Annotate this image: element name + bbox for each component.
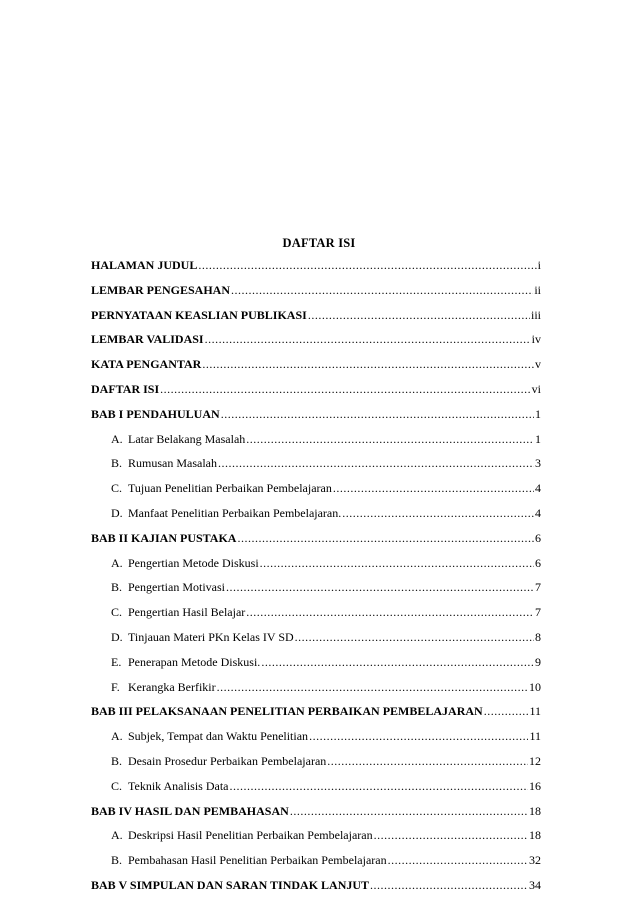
toc-entry-prefix: A. [111, 729, 123, 744]
dot-leader [388, 853, 528, 868]
toc-entry-prefix: D. [111, 629, 123, 644]
toc-entry-label [91, 704, 483, 719]
toc-entry-text: Pengertian Motivasi [128, 580, 225, 595]
page-title: DAFTAR ISI [282, 236, 356, 250]
dot-leader [370, 878, 528, 893]
toc-chapter-entry [91, 332, 541, 357]
toc-entry-label [91, 531, 236, 546]
dot-leader [260, 556, 534, 571]
toc-entry-text: Latar Belakang Masalah [128, 431, 246, 446]
toc-entry-prefix: A. [111, 555, 123, 570]
toc-entry-label [91, 407, 220, 422]
toc-entry-label [111, 680, 216, 695]
dot-leader [290, 804, 528, 819]
toc-entry-text: BAB V SIMPULAN DAN SARAN TINDAK LANJUT [91, 877, 370, 892]
dot-leader [217, 680, 528, 695]
toc-entry-text: Tujuan Penelitian Perbaikan Pembelajaran [128, 481, 332, 496]
toc-page-number: 8 [535, 629, 541, 644]
toc-page-number: 34 [529, 877, 541, 892]
toc-page-number: 18 [529, 803, 541, 818]
toc-page-number: 32 [529, 853, 541, 868]
toc-page-number: v [535, 357, 541, 372]
dot-leader [342, 506, 534, 521]
toc-entry-text: LEMBAR VALIDASI [91, 332, 204, 347]
dot-leader [374, 828, 528, 843]
toc-section-entry [91, 580, 541, 605]
toc-entry-prefix: C. [111, 481, 123, 496]
dot-leader [231, 283, 533, 298]
toc-entry-prefix: D. [111, 505, 123, 520]
toc-page-number: 6 [535, 555, 541, 570]
dot-leader [246, 605, 534, 620]
toc-entry-label [111, 754, 326, 769]
toc-page-number: 16 [529, 778, 541, 793]
toc-section-entry [91, 481, 541, 506]
toc-section-entry [91, 754, 541, 779]
toc-section-entry [91, 828, 541, 853]
toc-entry-text: Kerangka Berfikir [128, 679, 216, 694]
toc-entry-label [91, 308, 307, 323]
toc-page-number: 7 [535, 580, 541, 595]
toc-entry-label [111, 729, 308, 744]
toc-entry-prefix: B. [111, 580, 123, 595]
toc-entry-label [111, 506, 341, 521]
toc-entry-text: BAB I PENDAHULUAN [91, 406, 220, 421]
toc-chapter-entry [91, 382, 541, 407]
toc-chapter-entry [91, 258, 541, 283]
dot-leader [484, 704, 529, 719]
toc-entry-label [111, 605, 245, 620]
toc-entry-label [111, 630, 294, 645]
toc-entry-label [91, 332, 204, 347]
toc-entry-text: DAFTAR ISI [91, 381, 160, 396]
toc-entry-prefix: B. [111, 456, 123, 471]
toc-chapter-entry [91, 531, 541, 556]
toc-chapter-entry [91, 878, 541, 903]
toc-entry-text: Teknik Analisis Data [128, 778, 229, 793]
toc-chapter-entry [91, 704, 541, 729]
toc-page-number: 3 [535, 456, 541, 471]
toc-page-number: 6 [535, 530, 541, 545]
table-of-contents [91, 258, 541, 903]
toc-page-number: vi [531, 381, 541, 396]
toc-chapter-entry [91, 804, 541, 829]
toc-section-entry [91, 506, 541, 531]
toc-section-entry [91, 605, 541, 630]
toc-page-number: 1 [535, 406, 541, 421]
toc-section-entry [91, 779, 541, 804]
dot-leader [327, 754, 528, 769]
toc-entry-text: BAB IV HASIL DAN PEMBAHASAN [91, 803, 289, 818]
toc-page-number: 10 [529, 679, 541, 694]
dot-leader [261, 655, 534, 670]
toc-entry-prefix: B. [111, 753, 123, 768]
dot-leader [160, 382, 531, 397]
toc-entry-text: Rumusan Masalah [128, 456, 217, 471]
toc-entry-label [91, 878, 369, 893]
toc-page-number: 18 [529, 828, 541, 843]
toc-entry-prefix: A. [111, 431, 123, 446]
toc-entry-label [91, 382, 159, 397]
toc-entry-text: Desain Prosedur Perbaikan Pembelajaran [128, 753, 327, 768]
toc-chapter-entry [91, 407, 541, 432]
toc-section-entry [91, 630, 541, 655]
toc-chapter-entry [91, 308, 541, 333]
dot-leader [218, 456, 534, 471]
toc-chapter-entry [91, 283, 541, 308]
toc-entry-prefix: E. [111, 654, 122, 669]
dot-leader [221, 407, 534, 422]
toc-entry-prefix: A. [111, 828, 123, 843]
toc-entry-prefix: F. [111, 679, 120, 694]
toc-entry-text: Manfaat Penelitian Perbaikan Pembelajaran. [128, 505, 342, 520]
toc-entry-label [91, 283, 230, 298]
toc-entry-label [91, 357, 201, 372]
toc-entry-text: PERNYATAAN KEASLIAN PUBLIKASI [91, 307, 307, 322]
dot-leader [237, 531, 534, 546]
toc-entry-text: Pengertian Hasil Belajar [128, 605, 246, 620]
toc-entry-text: Penerapan Metode Diskusi. [128, 654, 261, 669]
toc-entry-label [111, 655, 260, 670]
toc-entry-label [111, 432, 245, 447]
toc-entry-label [111, 828, 373, 843]
toc-entry-text: HALAMAN JUDUL [91, 258, 198, 272]
toc-section-entry [91, 729, 541, 754]
toc-section-entry [91, 556, 541, 581]
toc-entry-text: Deskripsi Hasil Penelitian Perbaikan Pembelajaran [128, 828, 373, 843]
toc-entry-text: Subjek, Tempat dan Waktu Penelitian [128, 729, 309, 744]
dot-leader [309, 729, 528, 744]
dot-leader [295, 630, 534, 645]
dot-leader [226, 580, 534, 595]
toc-entry-label [111, 779, 228, 794]
toc-entry-prefix: C. [111, 778, 123, 793]
toc-entry-prefix: B. [111, 853, 123, 868]
toc-entry-label [111, 556, 259, 571]
dot-leader [202, 357, 534, 372]
toc-entry-text: Tinjauan Materi PKn Kelas IV SD [128, 629, 294, 644]
toc-entry-text: BAB III PELAKSANAAN PENELITIAN PERBAIKAN PEMBELAJARAN [91, 704, 483, 719]
toc-section-entry [91, 655, 541, 680]
toc-page-number: 4 [535, 481, 541, 496]
toc-section-entry [91, 680, 541, 705]
toc-page-number: 12 [529, 753, 541, 768]
toc-entry-text: Pembahasan Hasil Penelitian Perbaikan Pembelajaran [128, 853, 387, 868]
toc-page-number: i [537, 258, 541, 272]
dot-leader [229, 779, 528, 794]
toc-entry-text: LEMBAR PENGESAHAN [91, 282, 231, 297]
toc-page-number: 1 [535, 431, 541, 446]
toc-entry-text: BAB II KAJIAN PUSTAKA [91, 530, 237, 545]
toc-page-number: ii [534, 282, 541, 297]
dot-leader [205, 332, 531, 347]
toc-section-entry [91, 853, 541, 878]
toc-entry-text: KATA PENGANTAR [91, 357, 202, 372]
toc-entry-label [111, 456, 217, 471]
toc-section-entry [91, 432, 541, 457]
dot-leader [198, 258, 536, 273]
toc-entry-label [111, 853, 387, 868]
toc-entry-prefix: C. [111, 605, 123, 620]
toc-page-number: 4 [535, 505, 541, 520]
toc-entry-text: Pengertian Metode Diskusi [128, 555, 259, 570]
toc-entry-label [91, 804, 289, 819]
toc-section-entry [91, 456, 541, 481]
dot-leader [308, 308, 530, 323]
toc-page-number: 7 [535, 605, 541, 620]
toc-page-number: 11 [529, 704, 541, 719]
dot-leader [246, 432, 534, 447]
toc-page-number: 9 [535, 654, 541, 669]
toc-entry-label [91, 258, 197, 273]
toc-entry-label [111, 481, 332, 496]
dot-leader [333, 481, 534, 496]
toc-chapter-entry [91, 357, 541, 382]
toc-page-number: 11 [529, 729, 541, 744]
toc-page-number: iv [531, 332, 541, 347]
toc-page-number: iii [530, 307, 541, 322]
toc-entry-label [111, 580, 225, 595]
